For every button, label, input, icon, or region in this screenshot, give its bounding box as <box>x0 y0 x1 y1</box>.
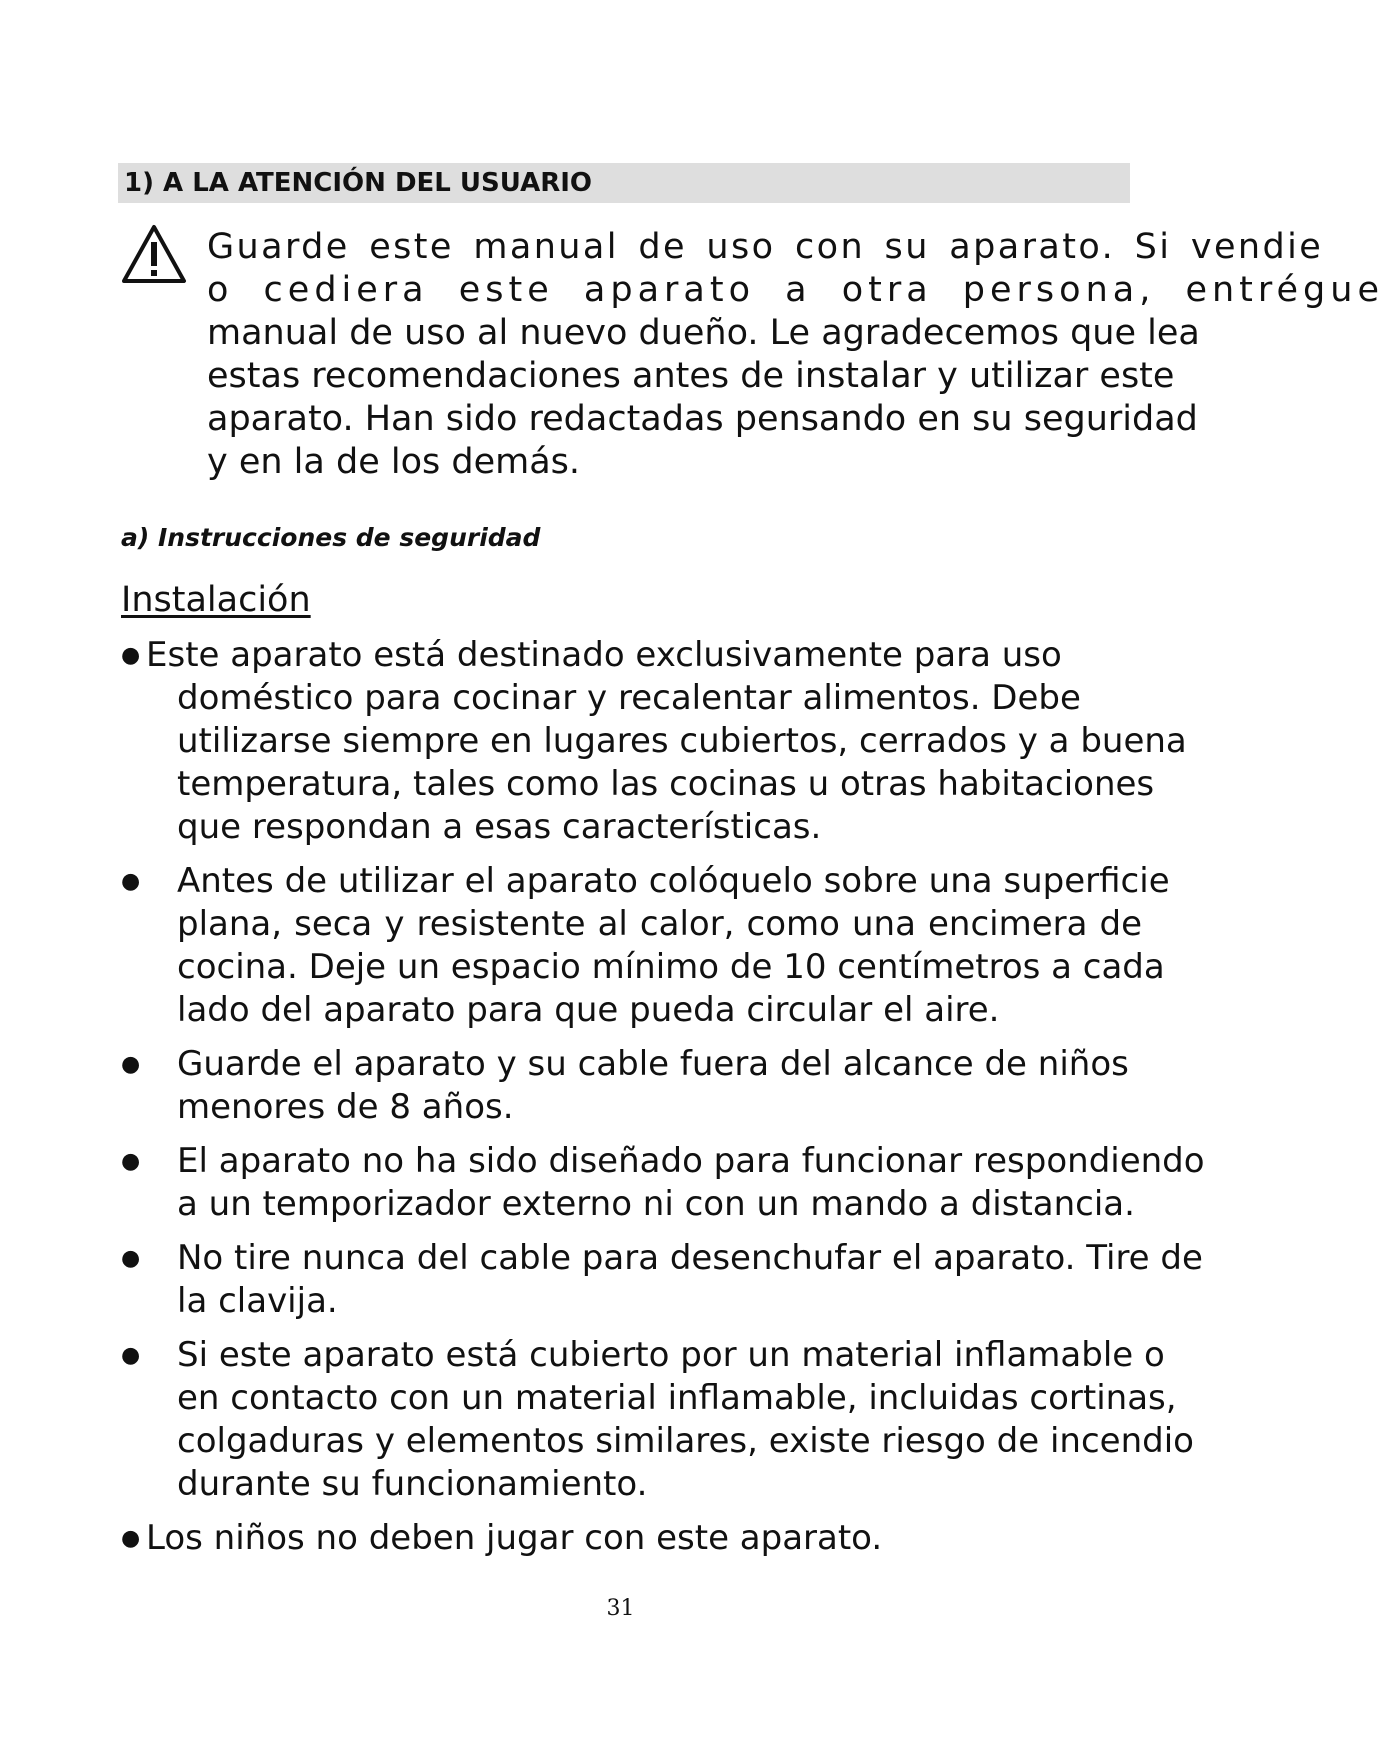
intro-line: y en la de los demás. <box>207 442 581 482</box>
bullet-item <box>0 1517 1241 1560</box>
warning-triangle-icon <box>121 224 187 284</box>
bullet-dot-icon: ● <box>121 1149 141 1174</box>
bullet-item <box>0 1043 1241 1129</box>
bullet-line: que respondan a esas características. <box>177 807 822 847</box>
bullet-line: la clavija. <box>177 1281 338 1321</box>
bullet-line: colgaduras y elementos similares, existe riesgo de incendio <box>177 1421 1194 1461</box>
bullet-line: menores de 8 años. <box>177 1087 514 1127</box>
bullet-item <box>0 1237 1241 1323</box>
intro-line: o cediera este aparato a otra persona, entrégue <box>207 270 1384 310</box>
bullet-line: temperatura, tales como las cocinas u otras habitaciones <box>177 764 1155 804</box>
bullet-line: doméstico para cocinar y recalentar alimentos. Debe <box>177 678 1081 718</box>
section-title: 1) A LA ATENCIÓN DEL USUARIO <box>118 163 1130 203</box>
safety-subheading: a) Instrucciones de seguridad <box>121 523 541 552</box>
bullet-line: lado del aparato para que pueda circular el aire. <box>177 990 1000 1030</box>
intro-line: estas recomendaciones antes de instalar y utilizar este <box>207 356 1175 396</box>
bullet-line: El aparato no ha sido diseñado para funcionar respondiendo <box>177 1141 1205 1181</box>
bullet-dot-icon: ● <box>121 1343 141 1368</box>
bullet-dot-icon: ● <box>121 643 141 668</box>
bullet-item <box>0 634 1241 849</box>
bullet-line: Antes de utilizar el aparato colóquelo sobre una superficie <box>177 861 1170 901</box>
bullet-dot-icon: ● <box>121 1246 141 1271</box>
bullet-item <box>0 1140 1241 1226</box>
bullet-line: plana, seca y resistente al calor, como una encimera de <box>177 904 1142 944</box>
bullet-item <box>0 1334 1241 1506</box>
bullet-line: cocina. Deje un espacio mínimo de 10 centímetros a cada <box>177 947 1165 987</box>
bullet-dot-icon: ● <box>121 1526 141 1551</box>
bullet-line: Este aparato está destinado exclusivamente para uso <box>146 635 1062 675</box>
installation-bullet-list <box>0 634 1241 1560</box>
bullet-line: Si este aparato está cubierto por un material inflamable o <box>177 1335 1165 1375</box>
bullet-line: a un temporizador externo ni con un mando a distancia. <box>177 1184 1135 1224</box>
bullet-line: Guarde el aparato y su cable fuera del alcance de niños <box>177 1044 1129 1084</box>
bullet-line: No tire nunca del cable para desenchufar el aparato. Tire de <box>177 1238 1203 1278</box>
bullet-line: durante su funcionamiento. <box>177 1464 648 1504</box>
bullet-line: en contacto con un material inflamable, incluidas cortinas, <box>177 1378 1177 1418</box>
intro-line: manual de uso al nuevo dueño. Le agradecemos que lea <box>207 313 1200 353</box>
bullet-dot-icon: ● <box>121 1052 141 1077</box>
installation-title: Instalación <box>121 580 311 620</box>
bullet-line: utilizarse siempre en lugares cubiertos, cerrados y a buena <box>177 721 1187 761</box>
intro-paragraph <box>207 226 1384 484</box>
page-number: 31 <box>606 1596 635 1621</box>
intro-line: Guarde este manual de uso con su aparato. Si vendie <box>207 227 1324 267</box>
bullet-item <box>0 860 1241 1032</box>
bullet-dot-icon: ● <box>121 869 141 894</box>
intro-line: aparato. Han sido redactadas pensando en su seguridad <box>207 399 1198 439</box>
bullet-line: Los niños no deben jugar con este aparato. <box>146 1518 883 1558</box>
